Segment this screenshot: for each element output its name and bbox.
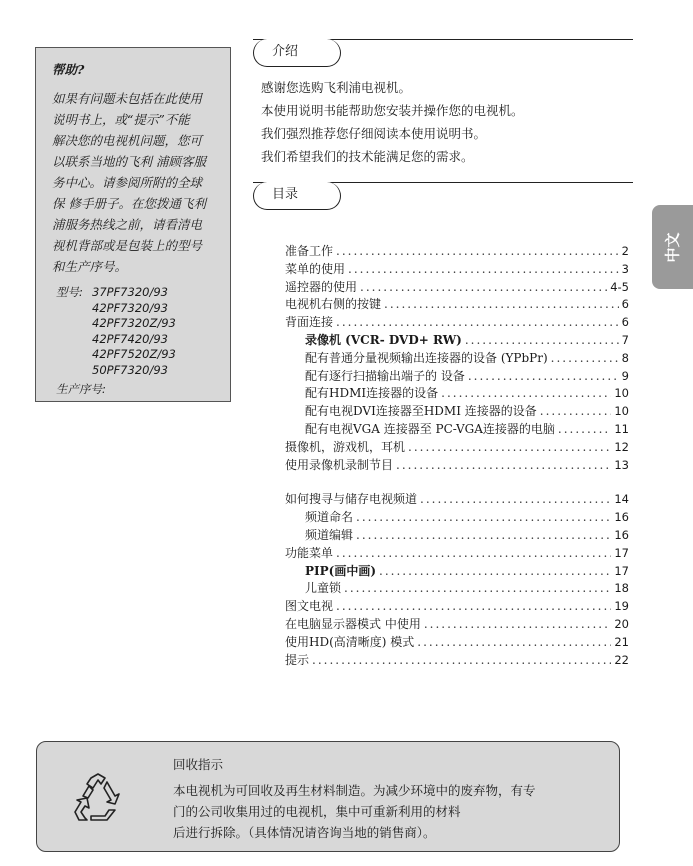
toc-title: 使用录像机录制节目 xyxy=(285,457,394,472)
recycle-line: 本电视机为可回收及再生材料制造。为减少环境中的废弃物，有专 xyxy=(173,783,536,798)
toc-leader xyxy=(356,510,611,524)
toc-entry[interactable] xyxy=(285,456,629,474)
toc-leader xyxy=(344,581,611,595)
toc-leader xyxy=(356,528,611,542)
toc-entry[interactable] xyxy=(285,242,629,260)
intro-line: 本使用说明书能帮助您安装并操作您的电视机。 xyxy=(261,103,524,118)
help-text xyxy=(52,88,220,277)
toc-title: 配有逐行扫描输出端子的 设备 xyxy=(305,368,465,383)
language-tab xyxy=(652,205,693,289)
toc-page: 10 xyxy=(614,404,629,419)
toc-leader xyxy=(348,262,619,276)
toc-entry[interactable] xyxy=(285,313,629,331)
toc-page: 14 xyxy=(614,492,629,507)
recycle-box xyxy=(36,741,620,852)
toc-leader xyxy=(417,635,611,649)
toc-page: 8 xyxy=(621,350,629,365)
toc-title: 准备工作 xyxy=(285,244,334,258)
recycle-title: 回收指示 xyxy=(173,757,224,772)
toc-entry[interactable] xyxy=(285,420,629,438)
toc-page: 10 xyxy=(614,386,629,401)
toc-title: 配有普通分量视频输出连接器的设备 (YPbPr) xyxy=(305,350,548,365)
toc-page: 13 xyxy=(614,457,629,472)
toc-entry[interactable] xyxy=(285,579,629,597)
toc-page: 17 xyxy=(614,563,629,578)
intro-line: 我们强烈推荐您仔细阅读本使用说明书。 xyxy=(261,126,487,141)
toc-page: 6 xyxy=(621,315,629,330)
intro-text xyxy=(261,76,524,168)
toc-leader xyxy=(468,369,619,383)
toc-page: 2 xyxy=(621,244,629,258)
toc-entry[interactable] xyxy=(285,544,629,562)
toc-leader xyxy=(336,244,619,258)
toc-page: 22 xyxy=(614,652,629,667)
toc-page: 9 xyxy=(621,368,629,383)
toc-leader xyxy=(558,422,611,436)
toc-title: 背面连接 xyxy=(285,315,334,330)
toc-leader xyxy=(379,564,611,578)
table-of-contents xyxy=(285,242,629,668)
toc-title: 频道编辑 xyxy=(305,527,354,542)
toc-page: 4-5 xyxy=(610,279,629,294)
help-line: 保 修手册子。在您拨通飞利 xyxy=(52,196,206,211)
model-number: 50PF7320/93 xyxy=(92,362,168,377)
toc-entry[interactable] xyxy=(285,438,629,456)
toc-title: 配有HDMI连接器的设备 xyxy=(305,386,439,401)
intro-heading-bar xyxy=(253,39,633,69)
toc-entry[interactable] xyxy=(285,384,629,402)
toc-leader xyxy=(441,386,611,400)
toc-leader xyxy=(465,333,619,347)
help-line: 说明书上，或“提示”不能 xyxy=(52,112,190,127)
help-line: 以联系当地的飞利 浦顾客服 xyxy=(52,154,206,169)
toc-entry[interactable] xyxy=(285,349,629,367)
toc-entry[interactable] xyxy=(285,278,629,296)
toc-title: 遥控器的使用 xyxy=(285,279,358,294)
toc-entry[interactable] xyxy=(285,490,629,508)
intro-line: 我们希望我们的技术能满足您的需求。 xyxy=(261,149,474,164)
toc-entry[interactable] xyxy=(285,367,629,385)
toc-title: 摄像机，游戏机，耳机 xyxy=(285,439,406,454)
toc-entry[interactable] xyxy=(285,508,629,526)
toc-title: 录像机 (VCR- DVD+ RW) xyxy=(305,332,462,347)
toc-page: 6 xyxy=(621,297,629,312)
toc-page: 11 xyxy=(614,421,629,436)
help-line: 务中心。请参阅所附的全球 xyxy=(52,175,203,190)
toc-title: 使用HD(高清晰度) 模式 xyxy=(285,634,415,649)
toc-page: 16 xyxy=(614,510,629,525)
model-number: 37PF7320/93 xyxy=(92,285,168,299)
toc-entry[interactable] xyxy=(285,615,629,633)
toc-heading: 目录 xyxy=(253,182,341,210)
toc-leader xyxy=(312,653,611,667)
toc-title: 配有电视DVI连接器至HDMI 连接器的设备 xyxy=(305,404,537,419)
model-list xyxy=(52,285,220,379)
help-title: 帮助? xyxy=(52,62,85,77)
toc-entry[interactable] xyxy=(285,402,629,420)
toc-page: 12 xyxy=(614,439,629,454)
model-label: 型号: xyxy=(56,285,83,299)
help-line: 浦服务热线之前，请看清电 xyxy=(52,217,203,232)
toc-page: 16 xyxy=(614,527,629,542)
toc-entry[interactable] xyxy=(285,651,629,669)
intro-heading: 介绍 xyxy=(253,39,341,67)
help-line: 解决您的电视机问题，您可 xyxy=(52,133,203,148)
help-line: 视机背部或是包装上的型号 xyxy=(52,238,203,253)
toc-leader xyxy=(396,458,611,472)
toc-entry[interactable] xyxy=(285,295,629,313)
model-number: 42PF7520Z/93 xyxy=(92,347,176,362)
intro-line: 感谢您选购飞利浦电视机。 xyxy=(261,80,412,95)
toc-entry[interactable] xyxy=(285,260,629,278)
toc-leader xyxy=(336,315,619,329)
toc-title: 菜单的使用 xyxy=(285,261,346,276)
recycle-line: 后进行拆除。（具体情况请咨询当地的销售商）。 xyxy=(173,825,436,840)
toc-page: 21 xyxy=(614,634,629,649)
model-number: 42PF7320/93 xyxy=(92,300,168,315)
serial-label: 生产序号: xyxy=(56,381,106,396)
toc-page: 17 xyxy=(614,545,629,560)
toc-heading-bar xyxy=(253,182,633,212)
language-tab-label: 中文 xyxy=(663,231,682,263)
toc-leader xyxy=(384,297,619,311)
model-number: 42PF7420/93 xyxy=(92,331,168,346)
toc-title: 在电脑显示器模式 中使用 xyxy=(285,616,421,631)
toc-entry[interactable] xyxy=(285,562,629,580)
toc-entry[interactable] xyxy=(285,633,629,651)
toc-title: 图文电视 xyxy=(285,599,334,614)
toc-title: 功能菜单 xyxy=(285,545,334,560)
help-line: 和生产序号。 xyxy=(52,259,128,274)
toc-leader xyxy=(360,280,607,294)
toc-leader xyxy=(424,617,612,631)
toc-title: 如何搜寻与储存电视频道 xyxy=(285,492,418,507)
toc-title: 配有电视VGA 连接器至 PC-VGA连接器的电脑 xyxy=(305,421,555,436)
toc-page: 20 xyxy=(614,616,629,631)
toc-title: 提示 xyxy=(285,652,310,667)
model-number: 42PF7320Z/93 xyxy=(92,316,176,331)
recycle-line: 门的公司收集用过的电视机，集中可重新利用的材料 xyxy=(173,804,461,819)
toc-leader xyxy=(551,351,619,365)
recycle-icon xyxy=(71,772,125,824)
toc-entry[interactable] xyxy=(285,526,629,544)
toc-entry[interactable] xyxy=(285,597,629,615)
toc-title: 频道命名 xyxy=(305,510,354,525)
toc-page: 18 xyxy=(614,581,629,596)
toc-leader xyxy=(336,546,611,560)
toc-page: 7 xyxy=(621,332,629,347)
toc-title: 儿童锁 xyxy=(305,581,342,596)
toc-title: 电视机右侧的按键 xyxy=(285,297,382,312)
toc-title: PIP(画中画) xyxy=(305,563,377,578)
help-line: 如果有问题未包括在此使用 xyxy=(52,91,203,106)
toc-leader xyxy=(336,599,611,613)
help-box xyxy=(35,47,231,402)
toc-leader xyxy=(540,404,612,418)
toc-page: 19 xyxy=(614,599,629,614)
recycle-text xyxy=(173,780,536,843)
toc-page: 3 xyxy=(621,261,629,276)
toc-entry[interactable] xyxy=(285,331,629,349)
toc-leader xyxy=(420,492,611,506)
toc-leader xyxy=(408,440,611,454)
